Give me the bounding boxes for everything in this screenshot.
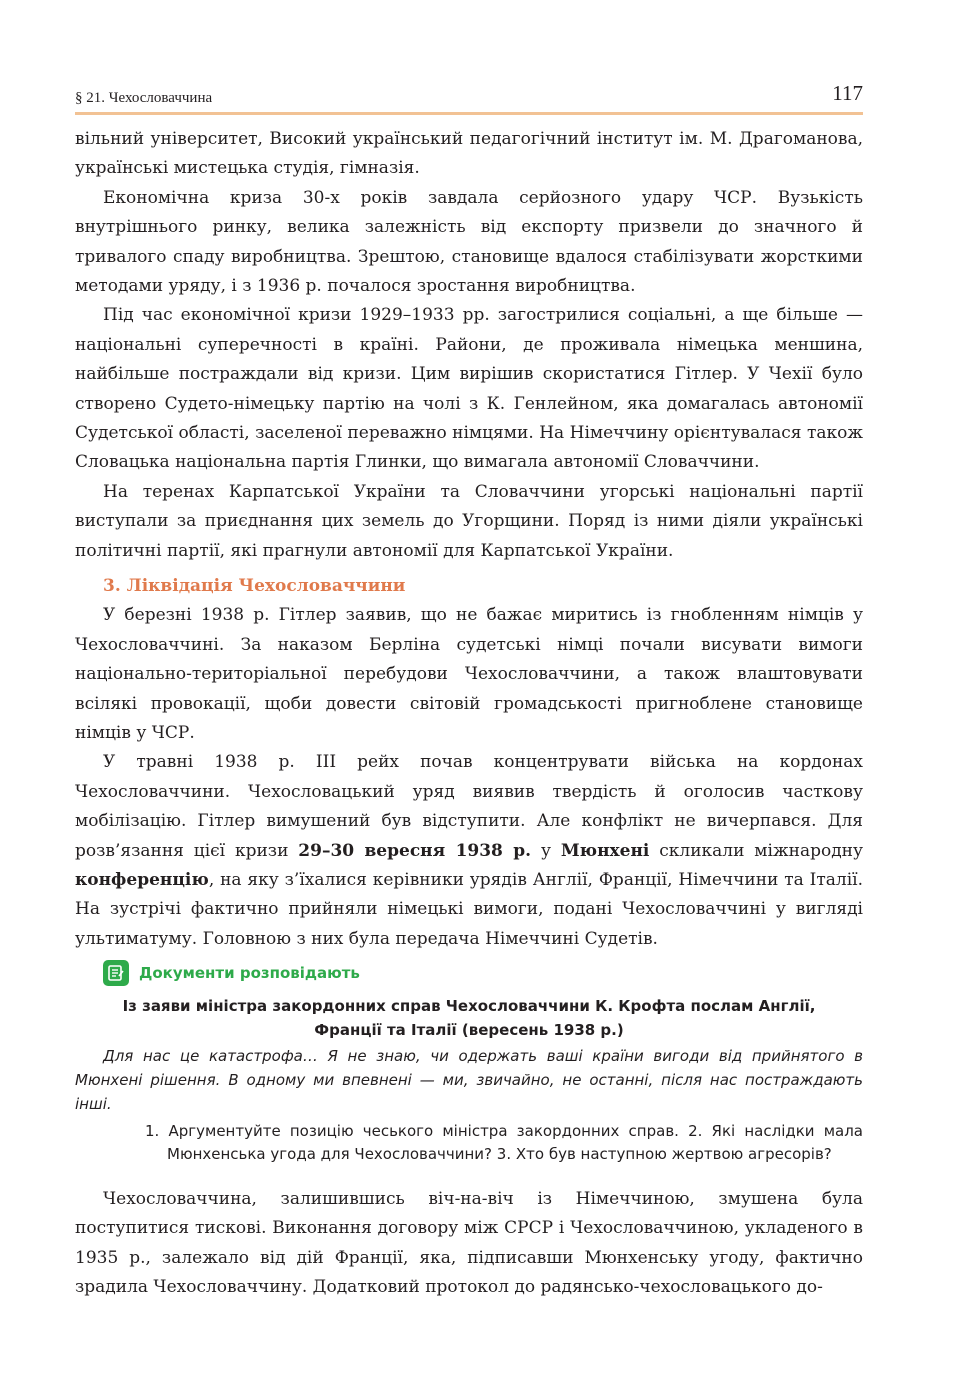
documents-header [75, 958, 863, 988]
paragraph-national-contradictions: Під час економічної кризи 1929–1933 рр. загострилися соціальні, а ще більше — національні суперечності в країні. Райони, де проживала німецька меншина, найбільше постраждали від кризи. Цим вирішив скористатися Гітлер. У Чехії було створено Судето-німецьку партію на чолі з К. Генлейном, яка домагалась автономії Судетської області, заселеної переважно німцями. На Німеччину орієнтувалася також Словацька національна партія Глинки, що вимагала автономії Словаччини. [75, 305, 863, 473]
bold-munich: Мюнхені [560, 840, 650, 861]
page-header [75, 80, 863, 115]
document-title: Із заяви міністра закордонних справ Чехословаччини К. Крофта послам Англії, Франції та Італії (вересень 1938 р.) [122, 997, 816, 1039]
body-text-bottom [75, 1185, 863, 1303]
paragraph-carpathian-ukraine: На теренах Карпатської України та Словаччини угорські національні партії виступали за приєднання цих земель до Угорщини. Поряд із ними діяли українські політичні партії, які прагнули автономії для Карпатської України. [75, 481, 863, 561]
document-questions: 1. Аргументуйте позицію чеського міністра закордонних справ. 2. Які наслідки мала Мюнхенська угода для Чехословаччини? 3. Хто був наступною жертвою агресорів? [145, 1122, 863, 1163]
bold-date: 29–30 вересня 1938 р. [298, 840, 532, 861]
paragraph-continuation: вільний університет, Високий український педагогічний інститут ім. М. Драгоманова, українські мистецька студія, гімназія. [75, 129, 863, 179]
bold-conference: конференцію [75, 870, 209, 891]
section-3 [75, 572, 863, 954]
paragraph-munich-conference: У травні 1938 р. III рейх почав концентрувати війська на кордонах Чехословаччини. Чехословацький уряд виявив твердість й оголосив часткову мобілізацію. Гітлер вимушений був відступити. Але конфлікт не вичерпався. Для розв’язання цієї кризи 29–30 вересня 1938 р. у Мюнхені скликали міжнародну конференцію, на яку з’їхалися керівники урядів Англії, Франції, Німеччини та Італії. На зустрічі фактично прийняли німецькі вимоги, подані Чехословаччині у вигляді ультиматуму. Головною з них була передача Німеччині Судетів. [75, 752, 863, 949]
page-number: 117 [832, 81, 863, 105]
section-label: § 21. Чехословаччина [75, 90, 213, 106]
section-heading: 3. Ліквідація Чехословаччини [103, 576, 406, 596]
paragraph-economic-crisis: Економічна криза 30-х років завдала серйозного удару ЧСР. Вузькість внутрішнього ринку, велика залежність від експорту призвели до значного й тривалого спаду виробництва. Зрештою, становище вдалося стабілізувати жорсткими методами уряду, і з 1936 р. почалося зростання виробництва. [75, 187, 863, 297]
documents-label: Документи розповідають [139, 964, 360, 982]
document-quote: Для нас це катастрофа… Я не знаю, чи одержать ваші країни вигоди від прийнятого в Мюнхені рішення. В одному ми впевнені — ми, звичайно, не останні, після нас постраждають інші. [75, 1047, 863, 1113]
paragraph-czechoslovakia-alone: Чехословаччина, залишившись віч-на-віч із Німеччиною, змушена була поступитися тискові. Виконання договору між СРСР і Чехословаччиною, укладеного в 1935 р., залежало від дій Франції, яка, підписавши Мюнхенську угоду, фактично зрадила Чехословаччину. Додатковий протокол до радянсько-чехословацького до- [75, 1189, 863, 1298]
document-icon [103, 960, 129, 986]
documents-block [75, 958, 863, 1166]
paragraph-march-1938: У березні 1938 р. Гітлер заявив, що не бажає миритись із гнобленням німців у Чехословаччині. За наказом Берліна судетські німці почали висувати вимоги національно-територіальної перебудови Чехословаччини, а також влаштовувати всілякі провокації, щоби довести світовій громадськості пригноблене становище німців у ЧСР. [75, 605, 863, 744]
body-text-top [75, 125, 863, 566]
